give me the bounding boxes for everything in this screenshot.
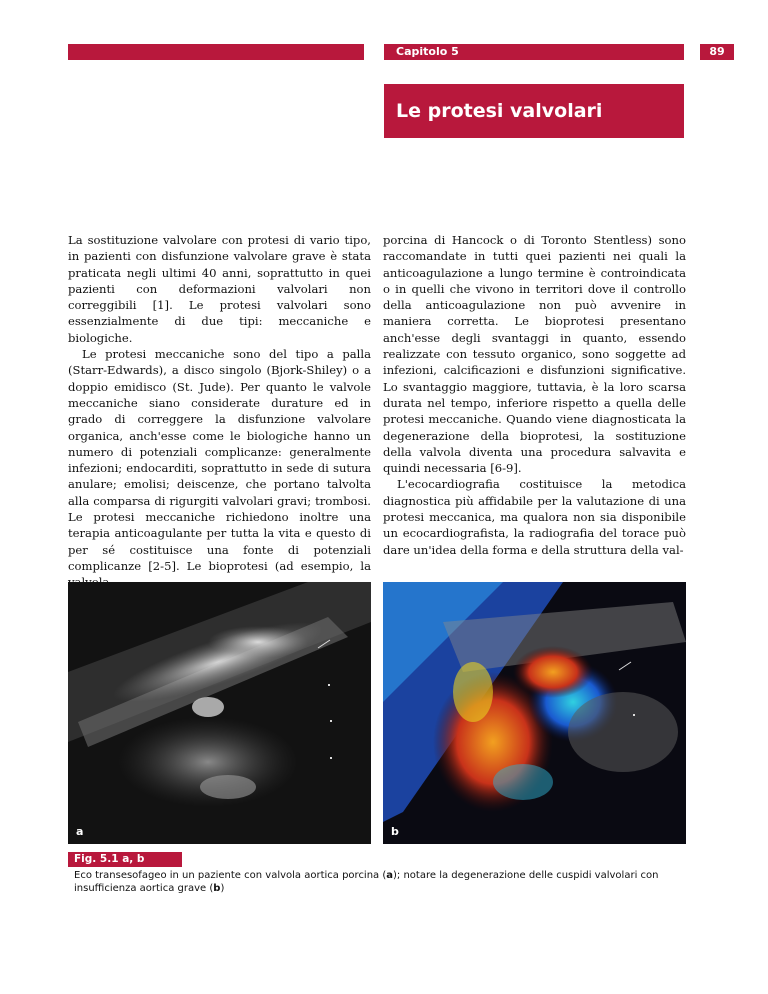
- figure-label-b: b: [391, 825, 399, 838]
- figure-label-a: a: [76, 825, 84, 838]
- page-number: 89: [700, 44, 734, 60]
- figure-caption: [74, 869, 724, 895]
- echo-image-b: [383, 582, 686, 844]
- text-column-left: [68, 232, 371, 591]
- text-column-right: [383, 232, 686, 558]
- chapter-title: Le protesi valvolari: [384, 84, 684, 138]
- figure-tag: Fig. 5.1 a, b: [68, 852, 182, 867]
- chapter-label: Capitolo 5: [384, 44, 684, 60]
- paragraph: Le protesi meccaniche sono del tipo a palla (Starr-Edwards), a disco singolo (Bjork-Shiley) o a doppio emidisco (St. Jude). Per quanto le valvole meccaniche siano considerate durature ed in grado di correggere la disfunzione valvolare organica, anch'esse come le biologiche hanno un numero di potenziali complicanze: generalmente infezioni; endocarditi, soprattutto in sede di sutura anulare; emolisi; deiscenze, che portano talvolta alla comparsa di rigurgiti valvolari gravi; trombosi. Le protesi meccaniche richiedono inoltre una terapia anticoagulante per tutta la vita e questo di per sé costituisce una fonte di potenziali complicanze [2-5]. Le bioprotesi (ad esempio, la: [68, 347, 371, 573]
- paragraph: porcina di Hancock o di Toronto Stentless) sono raccomandate in tutti quei pazienti nei quali la anticoagulazione a lungo termine è controindicata o in quelli che vivono in territori dove il controllo della anticoagulazione non può avvenire in maniera corretta. Le bioprotesi presentano anch'esse degli svantaggi in quanto, essendo realizzate con tessuto organico, sono soggette ad infezioni, calcificazioni e disfunzioni significative. Lo svantaggio maggiore, tuttavia, è la loro scarsa durata nel tempo, inferiore rispetto a quella delle protesi meccaniche. Quando viene diagnosticata la degenerazione della bioprotesi, la sostituzione della valvola diventa una procedura salvavita e quindi necessaria [6-9].: [383, 233, 686, 476]
- grayscale-echo-graphic: [68, 582, 371, 844]
- color-doppler-echo-graphic: [383, 582, 686, 844]
- paragraph: La sostituzione valvolare con protesi di vario tipo, in pazienti con disfunzione valvolare grave è stata praticata negli ultimi 40 anni, soprattutto in quei pazienti con deformazioni valvolari non correggibili [1]. Le protesi valvolari sono essenzialmente di due tipi: meccaniche e biologiche.: [68, 233, 371, 345]
- caption-text: ); notare la degenerazione delle cuspidi valvolari con insufficienza aortica grave (: [74, 870, 659, 894]
- caption-text: Eco transesofageo in un paziente con valvola aortica porcina (: [74, 870, 387, 881]
- echo-image-a: [68, 582, 371, 844]
- header-bar: [68, 44, 364, 60]
- caption-ref-a: a: [386, 870, 394, 881]
- paragraph: L'ecocardiografia costituisce la metodica diagnostica più affidabile per la valutazione di una protesi meccanica, ma qualora non sia disponibile un ecocardiografista, la radiografia del torace può dare un'idea della forma e della struttura della val-: [383, 477, 686, 557]
- caption-text: ): [220, 883, 225, 894]
- caption-ref-b: b: [213, 883, 221, 894]
